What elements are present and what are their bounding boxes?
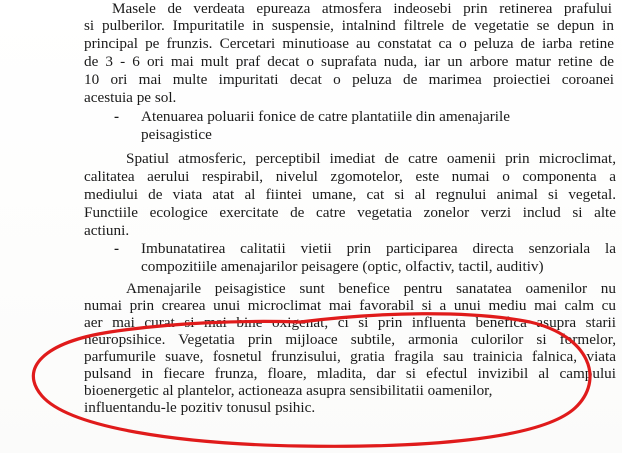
paragraph1-line-2: si pulberilor. Impuritatile in suspensie, intalnind filtrele de vegetatie se depun in (84, 17, 614, 34)
paragraph3-line-2: numai prin crearea unui microclimat mai favorabil si a unui mediu mai calm cu (84, 297, 616, 314)
bullet2-marker: - (114, 240, 120, 257)
paragraph2-line-4: Functiile ecologice exercitate de catre vegetatia zonelor verzi includ si alte (84, 204, 616, 221)
paragraph3-line-6: pulsand in fiecare frunza, floare, mladita, dar si efectul invizibil al campului (84, 365, 616, 382)
paragraph1-line-4: de 3 - 6 ori mai mult praf decat o suprafata nuda, iar un arbore matur retine de (84, 53, 614, 70)
paragraph1-line-6: acestuia pe sol. (84, 89, 177, 106)
bullet2-line-2: compozitiile amenajarilor peisagere (optic, olfactiv, tactil, auditiv) (141, 258, 544, 275)
paragraph2-line-3: mediului de viata atat al fiintei umane, cat si al regnului animal si vegetal. (84, 186, 616, 203)
bullet2-line-1: Imbunatatirea calitatii vietii prin participarea directa senzoriala la (141, 240, 616, 257)
paragraph3-line-1: Amenajarile peisagistice sunt benefice pentru sanatatea oamenilor nu (126, 280, 616, 297)
paragraph3-line-7: bioenergetic al plantelor, actioneaza asupra sensibilitatii oamenilor, (84, 382, 493, 399)
bullet1-marker: - (114, 108, 120, 125)
paragraph1-line-3: principal pe frunzis. Cercetari minutioase au constatat ca o peluza de iarba retine (84, 35, 614, 52)
paragraph1-line-1: Masele de verdeata epureaza atmosfera indeosebi prin retinerea prafului (112, 0, 612, 17)
paragraph3-line-8: influentandu-le pozitiv tonusul psihic. (84, 399, 316, 416)
paragraph3-line-4: neuropsihice. Vegetatia prin mijloace subtile, armonia culorilor si formelor, (84, 331, 616, 348)
bullet1-line-2: peisagistice (141, 126, 212, 143)
paragraph2-line-1: Spatiul atmosferic, perceptibil imediat de catre oamenii prin microclimat, (126, 150, 616, 167)
paragraph3-line-3: aer mai curat si mai bine oxigenat, ci si prin influenta benefica asupra starii (84, 314, 616, 331)
paragraph2-line-2: calitatea aerului respirabil, nivelul zgomotelor, este numai o componenta a (84, 168, 616, 185)
paragraph2-line-5: actiuni. (84, 222, 130, 239)
paragraph1-line-5: 10 ori mai multe impuritati decat o peluza de marimea proiectiei coroanei (84, 71, 614, 88)
paragraph3-line-5: parfumurile suave, fosnetul frunzisului, gratia fragila sau trainicia falnica, viata (84, 348, 616, 365)
bullet1-line-1: Atenuarea poluarii fonice de catre plantatiile din amenajarile (141, 108, 510, 125)
